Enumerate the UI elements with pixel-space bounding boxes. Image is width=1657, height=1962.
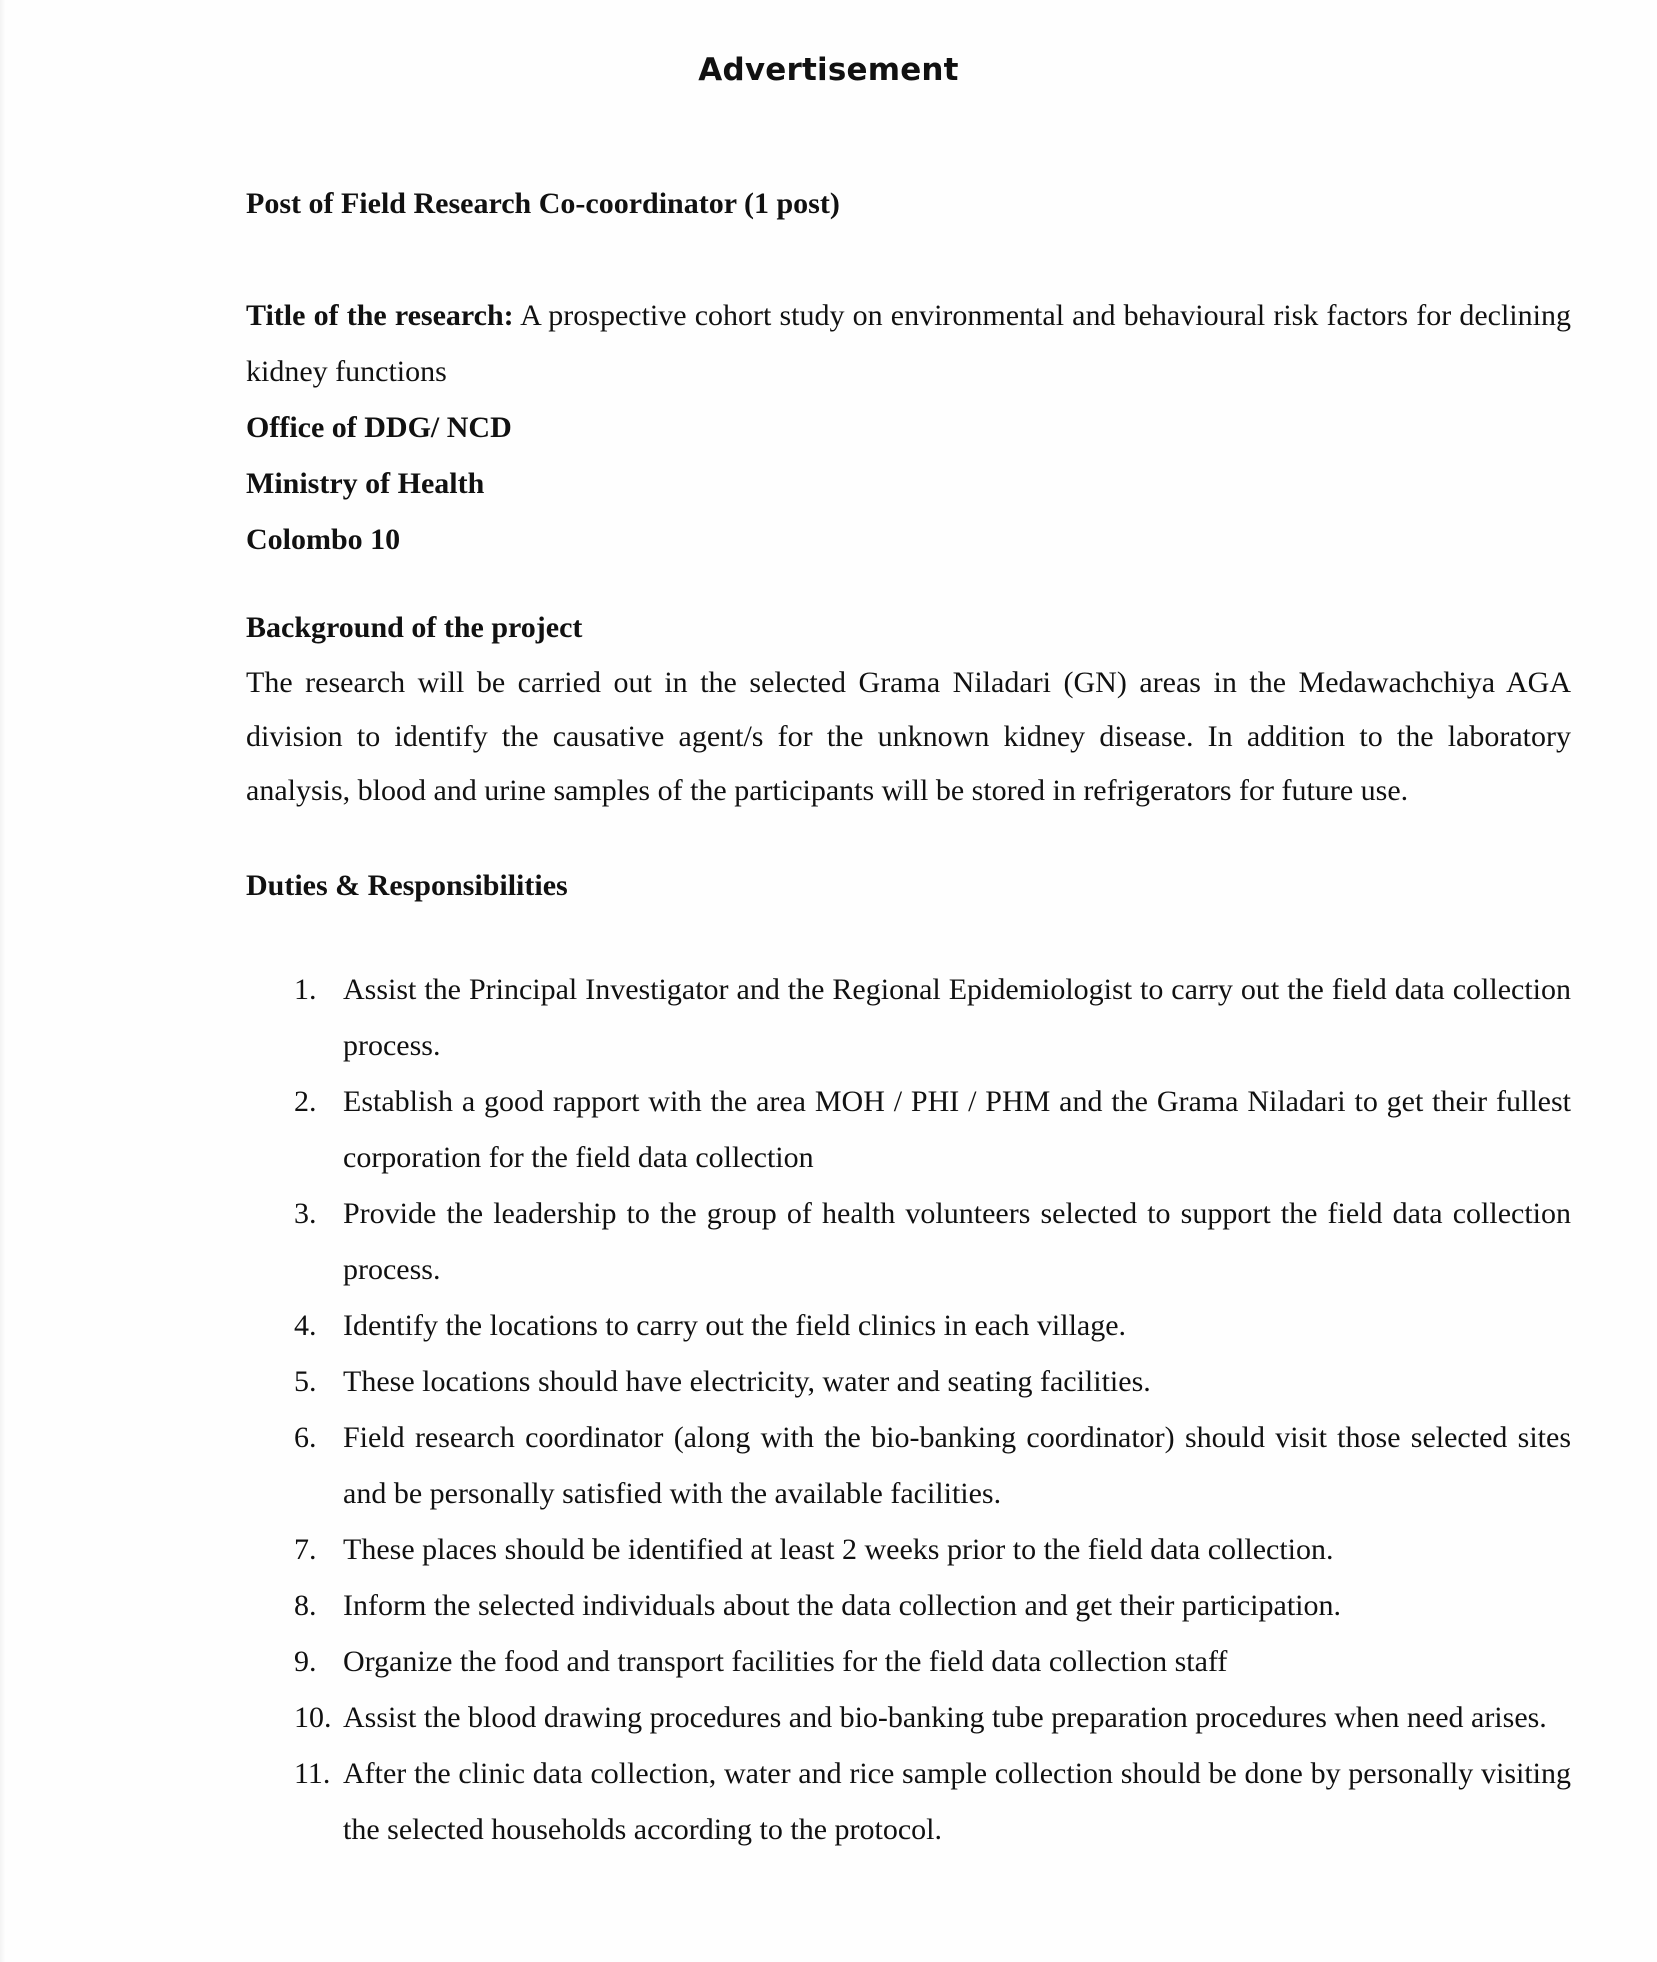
office-line: Office of DDG/ NCD: [246, 411, 512, 444]
document-body: [246, 176, 1571, 1858]
list-item-text: Field research coordinator (along with the bio-banking coordinator) should visit those selected sites and be personally satisfied with the available facilities.: [343, 1421, 1571, 1510]
list-item-text: These places should be identified at least 2 weeks prior to the field data collection.: [343, 1533, 1334, 1566]
list-item-text: Identify the locations to carry out the field clinics in each village.: [343, 1309, 1127, 1342]
list-item-number: 3.: [294, 1197, 317, 1230]
list-item-text: Establish a good rapport with the area MOH / PHI / PHM and the Grama Niladari to get their fullest corporation for the field data collection: [343, 1085, 1571, 1174]
research-info: [246, 288, 1571, 568]
list-item: [246, 1186, 1571, 1298]
list-item: [246, 1298, 1571, 1354]
list-item: [246, 1578, 1571, 1634]
duties-list: [246, 962, 1571, 1858]
list-item-number: 11.: [294, 1757, 331, 1790]
background-section: [246, 600, 1571, 818]
city-line: Colombo 10: [246, 523, 401, 556]
research-title-text: A prospective cohort study on environmental and behavioural risk factors for declining kidney functions: [246, 299, 1571, 388]
scan-edge: [0, 0, 6, 1962]
document-heading: Advertisement: [698, 52, 959, 88]
list-item: [246, 1410, 1571, 1522]
list-item-text: These locations should have electricity, water and seating facilities.: [343, 1365, 1151, 1398]
list-item-text: Provide the leadership to the group of health volunteers selected to support the field data collection process.: [343, 1197, 1571, 1286]
list-item-number: 4.: [294, 1309, 317, 1342]
list-item-text: Inform the selected individuals about the data collection and get their participation.: [343, 1589, 1341, 1622]
background-title: Background of the project: [246, 611, 583, 644]
list-item-number: 1.: [294, 973, 317, 1006]
list-item-number: 2.: [294, 1085, 317, 1118]
duties-section: [246, 858, 1571, 1858]
list-item: [246, 1690, 1571, 1746]
list-item: [246, 962, 1571, 1074]
list-item-number: 9.: [294, 1645, 317, 1678]
list-item: [246, 1074, 1571, 1186]
research-title: [246, 288, 1571, 400]
duties-title: Duties & Responsibilities: [246, 869, 568, 902]
background-text: The research will be carried out in the selected Grama Niladari (GN) areas in the Medawachchiya AGA division to identify the causative agent/s for the unknown kidney disease. In addition to the laboratory analysis, blood and urine samples of the participants will be stored in refrigerators for future use.: [246, 666, 1571, 807]
list-item: [246, 1522, 1571, 1578]
post-title: Post of Field Research Co-coordinator (1 post): [246, 187, 840, 220]
list-item-number: 10.: [294, 1701, 332, 1734]
list-item-number: 7.: [294, 1533, 317, 1566]
list-item-text: Assist the blood drawing procedures and bio-banking tube preparation procedures when need arises.: [343, 1701, 1547, 1734]
list-item-text: After the clinic data collection, water and rice sample collection should be done by personally visiting the selected households according to the protocol.: [343, 1757, 1571, 1846]
list-item-number: 6.: [294, 1421, 317, 1454]
list-item: [246, 1634, 1571, 1690]
list-item: [246, 1354, 1571, 1410]
list-item: [246, 1746, 1571, 1858]
list-item-text: Organize the food and transport facilities for the field data collection staff: [343, 1645, 1228, 1678]
research-title-label: Title of the research:: [246, 299, 514, 332]
ministry-line: Ministry of Health: [246, 467, 485, 500]
list-item-number: 8.: [294, 1589, 317, 1622]
list-item-text: Assist the Principal Investigator and the Regional Epidemiologist to carry out the field data collection process.: [343, 973, 1571, 1062]
list-item-number: 5.: [294, 1365, 317, 1398]
